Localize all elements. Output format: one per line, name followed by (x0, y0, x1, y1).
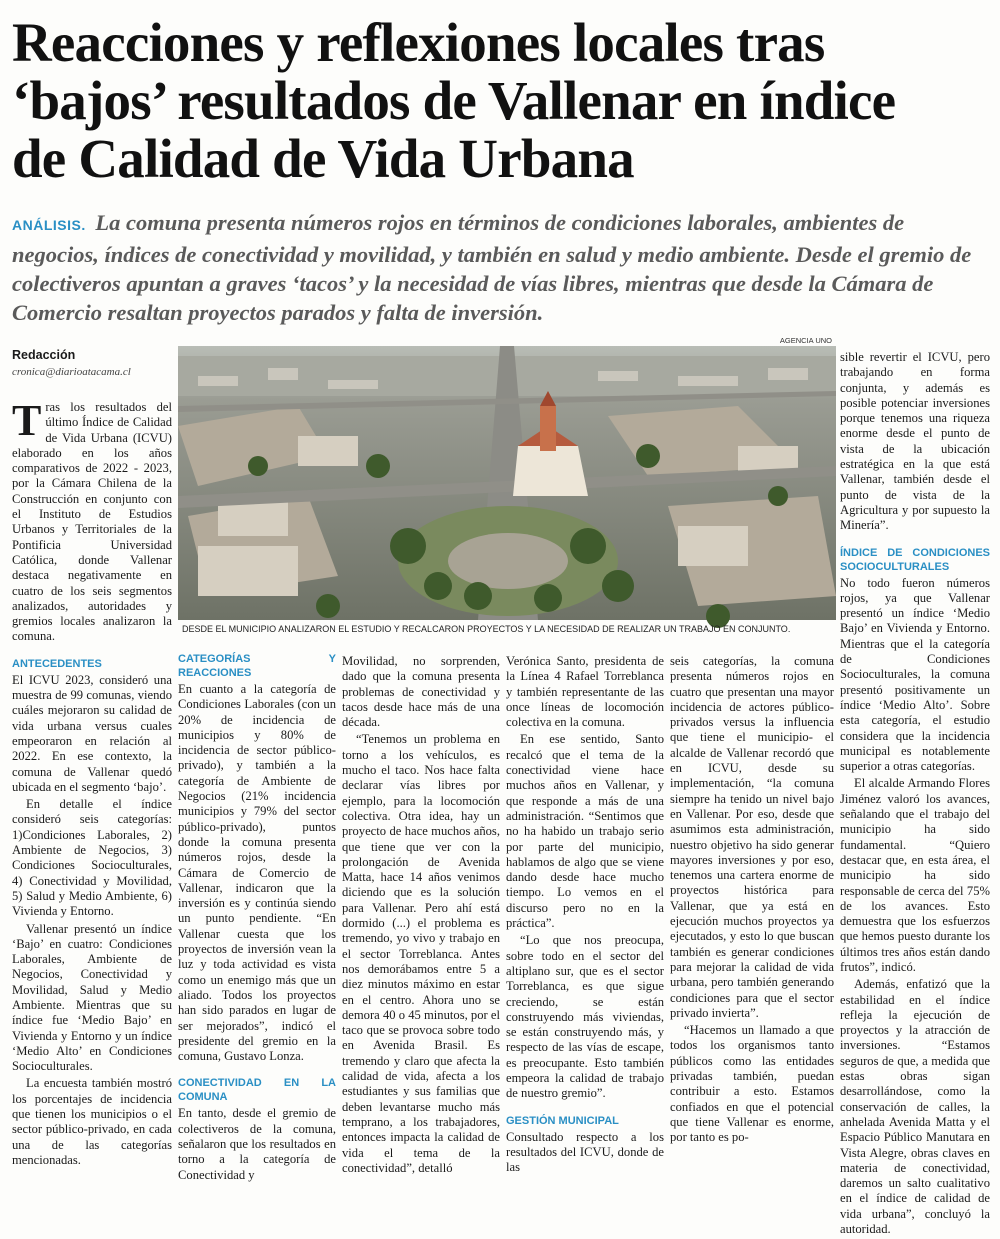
subhead-antecedentes: ANTECEDENTES (12, 657, 102, 670)
photo-credit: AGENCIA UNO (779, 336, 832, 345)
paragraph: En detalle el índice consideró seis categorías: 1)Condiciones Laborales, 2) Ambiente de Negocios, 3) Condiciones Socioculturales, 4) Conectividad y Movilidad, 5) Salud y Medio Ambiente, 6) Vivienda y Entorno. (12, 797, 172, 919)
drop-cap: T (12, 396, 42, 445)
paragraph: En tanto, desde el gremio de colectiveros de la comuna, señalaron que los resultados en torno a la categoría de Conectividad y (178, 1106, 336, 1182)
paragraph: No todo fueron números rojos, ya que Vallenar presentó un índice ‘Medio Bajo’ en Vivienda y Entorno. Mientras que el la categoría de Condiciones Socioculturales, la comuna presentó positivamente un índice ‘Medio Alto’. Sobre esta categoría, el estudio considera que la incidencia municipal es notablemente superior a otras categorías. (840, 575, 990, 774)
aerial-city-image (178, 346, 836, 620)
column-5 (670, 654, 834, 1148)
paragraph: “Lo que nos preocupa, sobre todo en el sector del altiplano sur, que es el sector Torreblanca, es que sigue creciendo, se están construyendo más viviendas, se están construyendo más, y respecto de las vías de escape, es preocupante. Esto también empeora la calidad de trabajo de nuestro gremio”. (506, 933, 664, 1101)
paragraph: Consultado respecto a los resultados del ICVU, donde de las (506, 1129, 664, 1175)
author: Redacción (12, 348, 76, 362)
headline (12, 14, 988, 188)
column-1 (12, 396, 172, 1170)
headline-line-1: Reacciones y reflexiones locales tras (12, 12, 825, 73)
aerial-photo (178, 346, 836, 620)
paragraph: “Hacemos un llamado a que todos los organismos tanto públicos como las entidades privadas también, puedan contribuir a esto. Estamos confiados en que el potencial que tiene Vallenar es enorme, por tanto es po- (670, 1023, 834, 1145)
paragraph: “Tenemos un problema en torno a los vehículos, es mucho el taco. Nos hace falta declarar vías libres por ejemplo, para la locomoción colectiva. Otra idea, hay un proyecto de hace muchos años, que tiene que ver con la prolongación de Avenida Matta, hace 14 años venimos diciendo que es la solución para Vallenar. Pero ahí está dormido (...) el problema es tremendo, yo vivo y trabajo en el sector Torreblanca. Antes nos demorábamos entre 5 a diez minutos máximo en estar en el centro. Ahora uno se demora 40 o 45 minutos, por el taco que se provoca sobre todo en Avenida Brasil. Es tremendo y claro que afecta la calidad de vida, afecta a los estudiantes y sus familias que deben levantarse mucho más temprano, a los trabajadores, entonces impacta la calidad de vida el tema de la conectividad”, detalló (342, 732, 500, 1175)
section-tag: ANÁLISIS. (12, 217, 86, 233)
deck (12, 208, 988, 327)
headline-line-3: de Calidad de Vida Urbana (12, 128, 634, 189)
column-4 (506, 654, 664, 1178)
paragraph: seis categorías, la comuna presenta números rojos en cuatro que presentan una mayor incidencia de actores público-privados versus la influencia que tiene el municipio- el alcalde de Vallenar recordó que en ICVU, desde su implementación, “la comuna siempre ha tenido un nivel bajo en Vallenar. Por eso, desde que asumimos esta administración, nuestro objetivo ha sido generar mayores inversiones y por eso, tenemos una cartera enorme de proyectos histórica para Vallenar, que ya está en ejecución muchos proyectos ya ejecutados, y esto lo que buscan también es generar condiciones para mejorar la calidad de vida urbana, pero también generando condiciones para que el sector privado invierta”. (670, 654, 834, 1020)
subhead-categorias: CATEGORÍAS Y REACCIONES (178, 653, 336, 679)
byline (12, 348, 172, 378)
column-3 (342, 654, 500, 1178)
paragraph: En ese sentido, Santo recalcó que el tema de la conectividad viene hace muchos años en Vallenar, y que responde a más de una administración. “Sentimos que no ha habido un trabajo serio por parte del municipio, hablamos de algo que se viene dando desde hace mucho tiempo. Lo vemos en el discurso pero no en la práctica”. (506, 732, 664, 931)
paragraph: El alcalde Armando Flores Jiménez valoró los avances, señalando que el trabajo del municipio ha sido fundamental. “Quiero destacar que, en esta área, el municipio ha sido responsable de cerca del 75% de los avances. Esto demuestra que los esfuerzos que hemos puesto durante los últimos tres años están dando frutos”, indicó. (840, 776, 990, 974)
paragraph: El ICVU 2023, consideró una muestra de 99 comunas, viendo cuáles mejoraron su calidad de vida urbana versus cuales empeoraron en relación al 2022. En ese contexto, la comuna de Vallenar quedó ubicada en el segmento ‘bajo’. (12, 672, 172, 794)
paragraph: Verónica Santo, presidenta de la Línea 4 Rafael Torreblanca y también representante de las once líneas de locomoción colectiva en la comuna. (506, 654, 664, 730)
paragraph: Movilidad, no sorprenden, dado que la comuna presenta problemas de conectividad y tacos desde hace más de una década. (342, 654, 500, 730)
author-email: cronica@diarioatacama.cl (12, 366, 131, 378)
headline-line-2: ‘bajos’ resultados de Vallenar en índice (12, 70, 896, 131)
paragraph: La encuesta también mostró los porcentajes de incidencia que tienen los municipios o el sector público-privado, en cada una de las categorías mencionadas. (12, 1076, 172, 1167)
photo-caption: DESDE EL MUNICIPIO ANALIZARON EL ESTUDIO Y RECALCARON PROYECTOS Y LA NECESIDAD DE REALIZAR UN TRABAJO EN CONJUNTO. (182, 624, 791, 634)
paragraph: Vallenar presentó un índice ‘Bajo’ en cuatro: Condiciones Laborales, Ambiente de Negocios, Conectividad y Movilidad, Salud y Medio Ambiente. Mientras que su índice fue ‘Medio Bajo’ en Vivienda y Entorno y un índice ‘Medio Alto’ en Condiciones Socioculturales. (12, 921, 172, 1074)
paragraph: En cuanto a la categoría de Condiciones Laborales (con un 20% de incidencia de municipios y 80% de incidencia de sector público-privado), y también a la categoría de Ambiente de Negocios (21% incidencia municipios y 79% del sector público-privado), puntos donde la comuna presenta números rojos, desde la Cámara de Comercio de Vallenar, indicaron que la inversión es y continúa siendo un punto pendiente. “En Vallenar cuesta que los proyectos de inversión vean la luz y toda actividad es vista como un enemigo más que un aliado. Todos los proyectos han sido parados en lugar de ser mejorados”, indicó el presidente del gremio en la comuna, Gustavo Lonza. (178, 682, 336, 1064)
subhead-gestion: GESTIÓN MUNICIPAL (506, 1114, 619, 1127)
subhead-indice: ÍNDICE DE CONDICIONES SOCIOCULTURALES (840, 546, 990, 573)
subhead-conectividad: CONECTIVIDAD EN LA COMUNA (178, 1077, 336, 1104)
paragraph: Además, enfatizó que la estabilidad en el índice refleja la ejecución de proyectos y la atracción de inversiones. “Estamos seguros de que, a medida que estas obras sigan desarrollándose, como la conservación de calles, la anhelada Avenida Matta y el Espacio Público Manutara en Vista Alegre, obras claves en materia de conectividad, daremos un salto cualitativo en el índice de calidad de vida urbana”, concluyó la autoridad. (840, 977, 990, 1237)
paragraph: sible revertir el ICVU, pero trabajando en forma conjunta, y además es posible potenciar inversiones porque tenemos una riqueza enorme desde el punto de vista de la ubicación estratégica en la que está Vallenar, también desde el punto de vista de la Agricultura y por supuesto la Minería”. (840, 350, 990, 533)
paragraph: Tras los resultados del último Índice de Calidad de Vida Urbana (ICVU) elaborado en los años comparativos de 2022 - 2023, por la Cámara Chilena de la Construcción en conjunto con el Instituto de Estudios Urbanos y Territoriales de la Pontificia Universidad Católica, donde Vallenar destaca negativamente en cuatro de los seis segmentos analizados, autoridades y gremios locales analizaron la comuna. (12, 396, 172, 644)
column-6 (840, 350, 990, 1239)
deck-text: La comuna presenta números rojos en términos de condiciones laborales, ambientes de negocios, índices de conectividad y movilidad, y también en salud y medio ambiente. Desde el gremio de colectiveros apuntan a graves ‘tacos’ y la necesidad de vías libres, mientras que desde la Cámara de Comercio resaltan proyectos parados y falta de inversión. (12, 210, 972, 325)
column-2 (178, 644, 336, 1185)
